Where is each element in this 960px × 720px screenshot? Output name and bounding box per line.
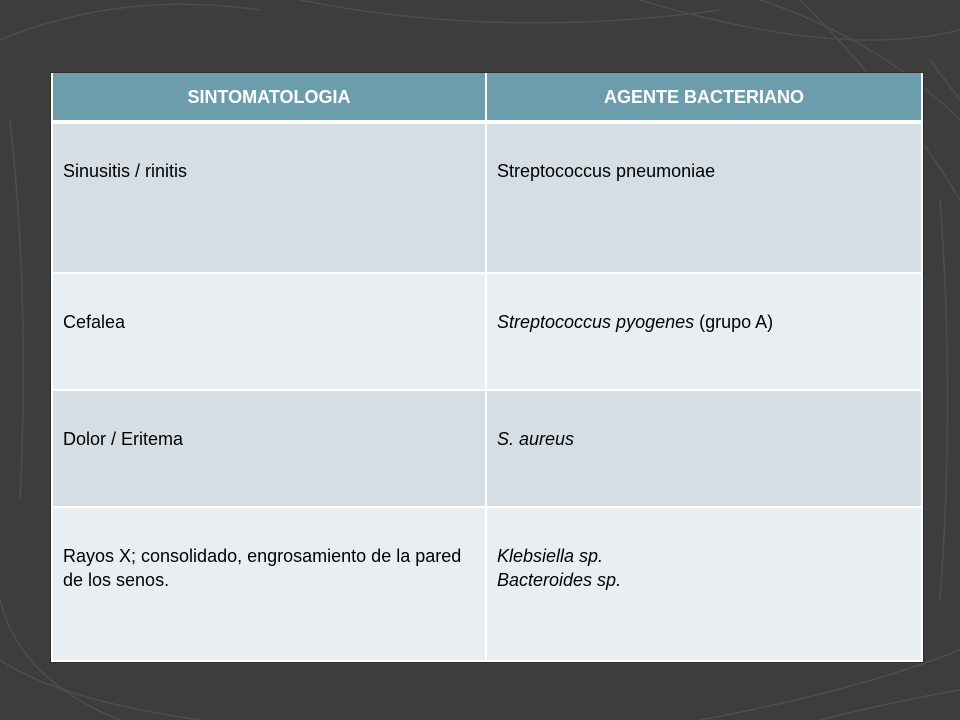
table-row	[52, 273, 922, 390]
agent-group-note: (grupo A)	[694, 312, 774, 333]
agent-species-bacteroides: Bacteroides sp.	[497, 569, 622, 590]
agent-species-italic: Streptococcus pyogenes	[497, 312, 695, 333]
agent-cell	[486, 507, 922, 661]
symptom-cell: Sinusitis / rinitis	[52, 122, 486, 273]
header-agente-bacteriano: AGENTE BACTERIANO	[486, 73, 922, 122]
agent-cell: Streptococcus pneumoniae	[486, 122, 922, 273]
header-sintomatologia: SINTOMATOLOGIA	[52, 73, 486, 122]
agent-species-klebsiella: Klebsiella sp.	[497, 545, 604, 566]
table-header-row	[52, 73, 922, 122]
symptom-cell: Rayos X; consolidado, engrosamiento de la pared de los senos.	[52, 507, 486, 661]
table-row	[52, 390, 922, 507]
table-row	[52, 122, 922, 273]
agent-cell	[486, 273, 922, 390]
table-row	[52, 507, 922, 661]
symptom-cell: Dolor / Eritema	[52, 390, 486, 507]
symptom-cell: Cefalea	[52, 273, 486, 390]
agent-cell	[486, 390, 922, 507]
agent-species-italic: S. aureus	[497, 428, 575, 449]
bacteria-table	[51, 73, 923, 662]
